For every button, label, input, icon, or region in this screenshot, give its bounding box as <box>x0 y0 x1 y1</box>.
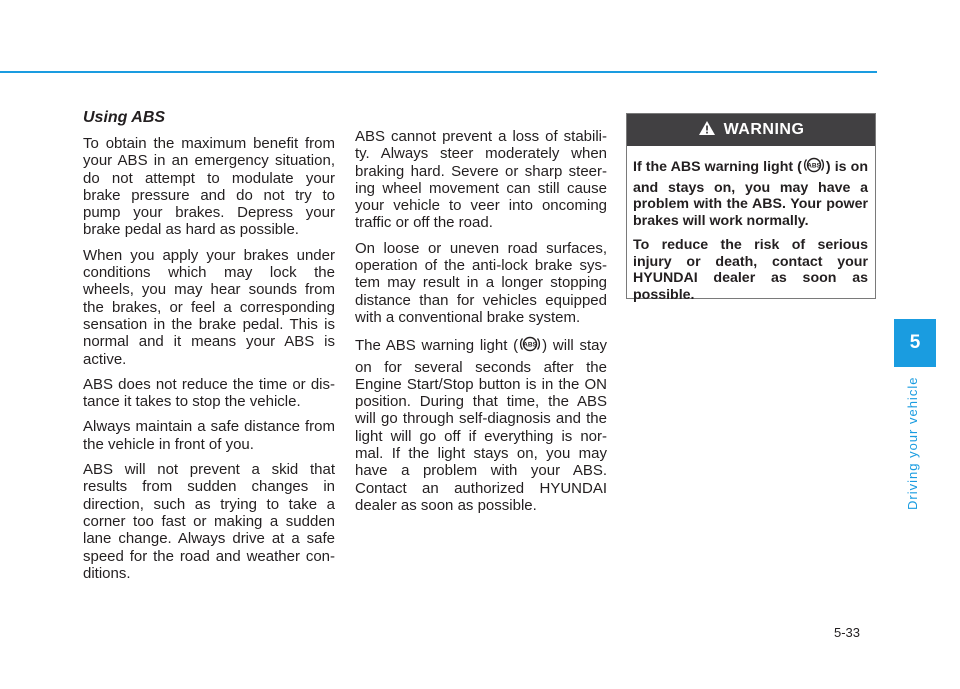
abs-warning-light-icon <box>519 334 541 358</box>
svg-text:ABS: ABS <box>807 162 821 170</box>
section-title: Using ABS <box>83 109 166 126</box>
body-paragraph: ABS will not prevent a skid that results from sudden changes in direction, such as trying to take a corner too fast or making a sudden lane change. Always drive at a safe speed for the road and weather con-ditions. <box>83 461 335 582</box>
body-paragraph: To obtain the maximum benefit from your ABS in an emergency situation, do not attempt to modulate your brake pressure and do not try to pump your brakes. Depress your brake pedal as hard as possible. <box>83 135 335 239</box>
abs-warning-light-icon <box>803 155 825 180</box>
warning-paragraph: To reduce the risk of serious injury or death, contact your HYUNDAI dealer as soon as possible. <box>633 237 868 303</box>
body-paragraph: Always maintain a safe distance from the vehicle in front of you. <box>83 418 335 453</box>
body-paragraph: ABS cannot prevent a loss of stabili-ty. Always steer moderately when braking hard. Severe or sharp steer-ing wheel movement can still cause your vehicle to veer into oncoming traffic or off the road. <box>355 128 607 232</box>
warning-title: WARNING <box>723 121 805 138</box>
warning-triangle-icon <box>698 120 716 141</box>
body-paragraph: When you apply your brakes under conditions which may lock the wheels, you may hear sounds from the brakes, or feel a corresponding sensation in the brake pedal. This is normal and it means your ABS is active. <box>83 246 335 368</box>
page-number: 5-33 <box>834 625 861 640</box>
column-middle <box>355 128 607 522</box>
chapter-label: Driving your vehicle <box>905 376 920 510</box>
warning-paragraph: If the ABS warning light ( ABS ) is on and stays on, you may have a problem with the ABS. Your power brakes will work normally. <box>633 155 868 229</box>
body-paragraph: ABS does not reduce the time or dis-tance it takes to stop the vehicle. <box>83 375 335 411</box>
chapter-tab: 5 <box>894 319 936 367</box>
svg-text:ABS: ABS <box>523 341 538 349</box>
body-paragraph: On loose or uneven road surfaces, operation of the anti-lock brake sys-tem may result in a longer stopping distance than for vehicles equipped with a conventional brake system. <box>355 239 607 326</box>
warning-box <box>626 113 876 303</box>
body-paragraph-warning-light: The ABS warning light ( ABS ) will stay on for several seconds after the Engine Start/Stop button is in the ON position. During that time, the ABS will go through self-diagnosis and the light will go off if everything is nor-mal. If the light stays on, you may have a problem with your ABS. Contact an authorized HYUNDAI dealer as soon as possible. <box>355 334 607 514</box>
column-left <box>83 108 335 590</box>
header-rule <box>0 71 877 73</box>
warning-body <box>627 146 875 303</box>
warning-header <box>627 114 875 146</box>
